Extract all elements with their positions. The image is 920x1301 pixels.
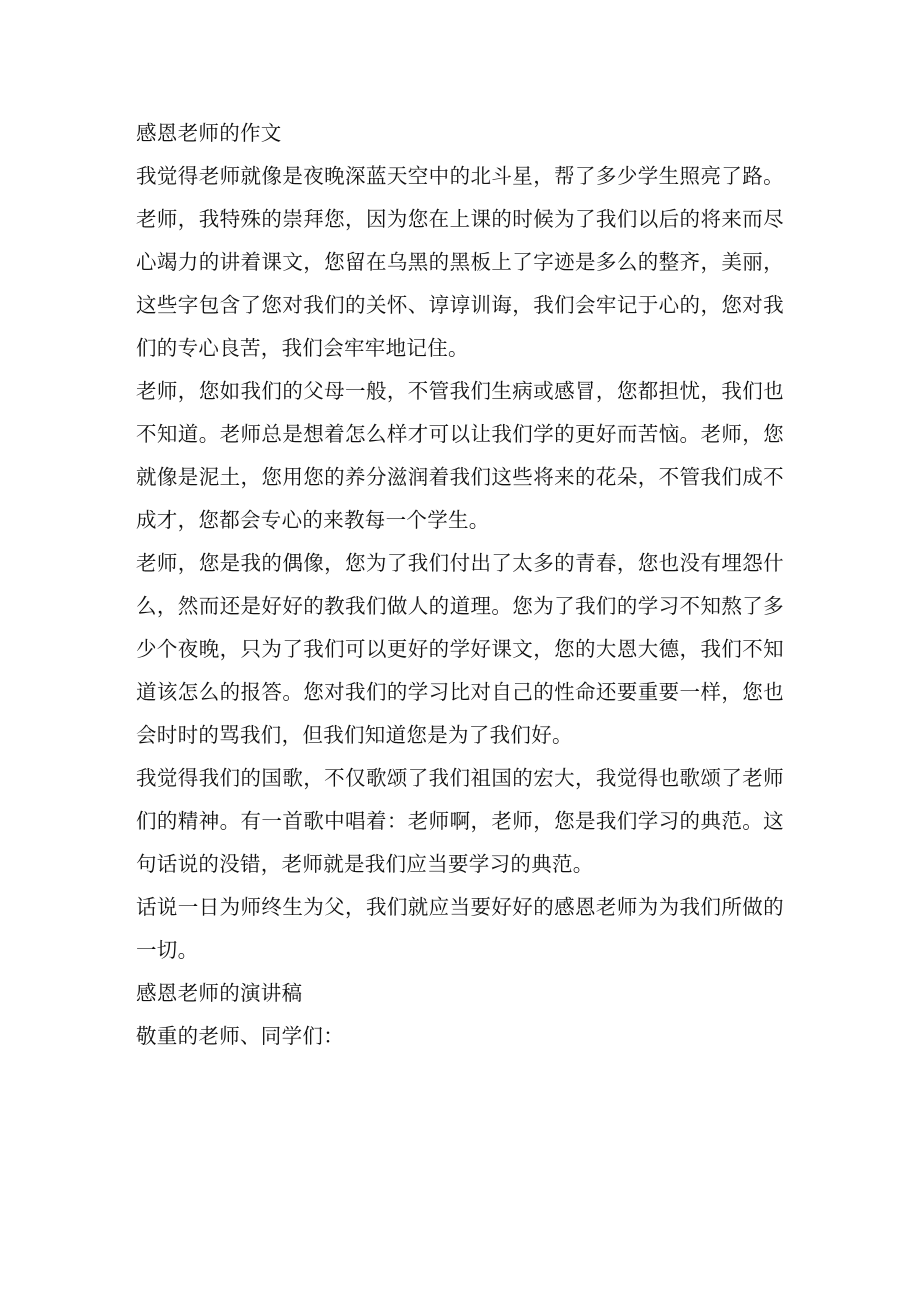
document-page xyxy=(136,112,784,1058)
paragraph-4: 我觉得我们的国歌，不仅歌颂了我们祖国的宏大，我觉得也歌颂了老师们的精神。有一首歌中唱着：老师啊，老师，您是我们学习的典范。这句话说的没错，老师就是我们应当要学习的典范。 xyxy=(136,766,784,876)
salutation: 敬重的老师、同学们： xyxy=(136,1024,344,1048)
paragraph-5: 话说一日为师终生为父，我们就应当要好好的感恩老师为为我们所做的一切。 xyxy=(136,895,784,962)
essay-title: 感恩老师的作文 xyxy=(136,121,282,145)
paragraph-1: 我觉得老师就像是夜晚深蓝天空中的北斗星，帮了多少学生照亮了路。老师，我特殊的崇拜您，因为您在上课的时候为了我们以后的将来而尽心竭力的讲着课文，您留在乌黑的黑板上了字迹是多么的整齐，美丽，这些字包含了您对我们的关怀、谆谆训诲，我们会牢记于心的，您对我们的专心良苦，我们会牢牢地记住。 xyxy=(136,164,784,360)
paragraph-3: 老师，您是我的偶像，您为了我们付出了太多的青春，您也没有埋怨什么，然而还是好好的教我们做人的道理。您为了我们的学习不知熬了多少个夜晚，只为了我们可以更好的学好课文，您的大恩大德，我们不知道该怎么的报答。您对我们的学习比对自己的性命还要重要一样，您也会时时的骂我们，但我们知道您是为了我们好。 xyxy=(136,551,784,747)
paragraph-2: 老师，您如我们的父母一般，不管我们生病或感冒，您都担忧，我们也不知道。老师总是想着怎么样才可以让我们学的更好而苦恼。老师，您就像是泥土，您用您的养分滋润着我们这些将来的花朵，不管我们成不成才，您都会专心的来教每一个学生。 xyxy=(136,379,784,532)
speech-title: 感恩老师的演讲稿 xyxy=(136,981,303,1005)
